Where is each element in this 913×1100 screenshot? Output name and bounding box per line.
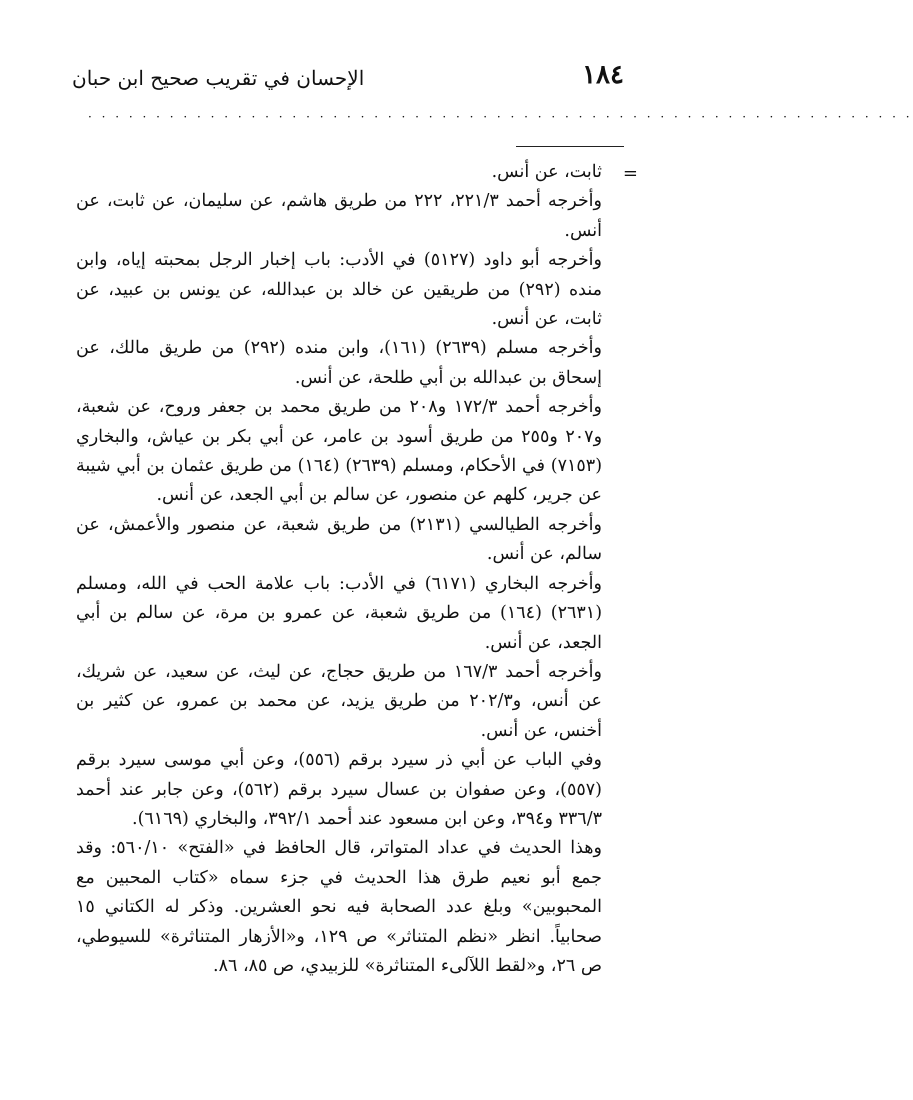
paragraph: وأخرجه مسلم (٢٦٣٩) (١٦١)، وابن منده (٢٩٢) من طريق مالك، عن إسحاق بن عبدالله بن أبي طلحة، عن أنس. bbox=[76, 338, 602, 388]
paragraph: وفي الباب عن أبي ذر سيرد برقم (٥٥٦)، وعن أبي موسى سيرد برقم (٥٥٧)، وعن صفوان بن عسال سيرد برقم (٥٦٢)، وعن جابر عند أحمد ٣٣٦/٣ و٣٩٤، وعن ابن مسعود عند أحمد ٣٩٢/١، والبخاري (٦١٦٩). bbox=[76, 750, 602, 829]
paragraph: وأخرجه أبو داود (٥١٢٧) في الأدب: باب إخبار الرجل بمحبته إياه، وابن منده (٢٩٢) من طريقين عن خالد بن عبدالله، عن يونس بن عبيد، عن ثابت، عن أنس. bbox=[76, 250, 602, 330]
paragraph: وهذا الحديث في عداد المتواتر، قال الحافظ في «الفتح» ٥٦٠/١٠: وقد جمع أبو نعيم طرق هذا الحديث في جزء سماه «كتاب المحبين مع المحبوبين» وبلغ عدد الصحابة فيه نحو العشرين. وذكر له الكتاني ١٥ صحابياً. انظر «نظم المتناثر» ص ١٢٩، و«الأزهار المتناثرة» للسيوطي، ص ٢٦، و«لقط اللآلىء المتناثرة» للزبيدي، ص ٨٥، ٨٦. bbox=[76, 838, 602, 976]
footnote-separator bbox=[516, 146, 624, 147]
footnote-body bbox=[76, 158, 602, 981]
paragraph: ثابت، عن أنس. bbox=[491, 162, 602, 182]
paragraph: وأخرجه أحمد ١٧٢/٣ و٢٠٨ من طريق محمد بن جعفر وروح، عن شعبة، و٢٠٧ و٢٥٥ من طريق أسود بن عامر، عن أبي بكر بن عياش، والبخاري (٧١٥٣) في الأحكام، ومسلم (٢٦٣٩) (١٦٤) من طريق عثمان بن أبي شيبة عن جرير، كلهم عن منصور، عن سالم بن أبي الجعد، عن أنس. bbox=[76, 397, 603, 506]
dotted-rule: · · · · · · · · · · · · · · · · · · · · · · · · · · · · · · · · · · · · · · · · · · · · · · · · · · · · · · · · · · · · · bbox=[88, 110, 913, 124]
running-title: الإحسان في تقريب صحيح ابن حبان bbox=[72, 66, 365, 90]
paragraph: وأخرجه الطيالسي (٢١٣١) من طريق شعبة، عن منصور والأعمش، عن سالم، عن أنس. bbox=[76, 514, 602, 565]
page-number: ١٨٤ bbox=[582, 60, 624, 90]
paragraph: وأخرجه البخاري (٦١٧١) في الأدب: باب علامة الحب في الله، ومسلم (٢٦٣١) (١٦٤) من طريق شعبة، عن عمرو بن مرة، عن سالم بن أبي الجعد، عن أنس. bbox=[76, 573, 603, 653]
paragraph: وأخرجه أحمد ١٦٧/٣ من طريق حجاج، عن ليث، عن سعيد، عن شريك، عن أنس، و٢٠٢/٣ من طريق يزيد، عن محمد بن عمرو، عن كثير بن أخنس، عن أنس. bbox=[76, 661, 602, 741]
paragraph: وأخرجه أحمد ٢٢١/٣، ٢٢٢ من طريق هاشم، عن سليمان، عن ثابت، عن أنس. bbox=[76, 191, 602, 241]
continuation-mark: = bbox=[622, 163, 638, 184]
